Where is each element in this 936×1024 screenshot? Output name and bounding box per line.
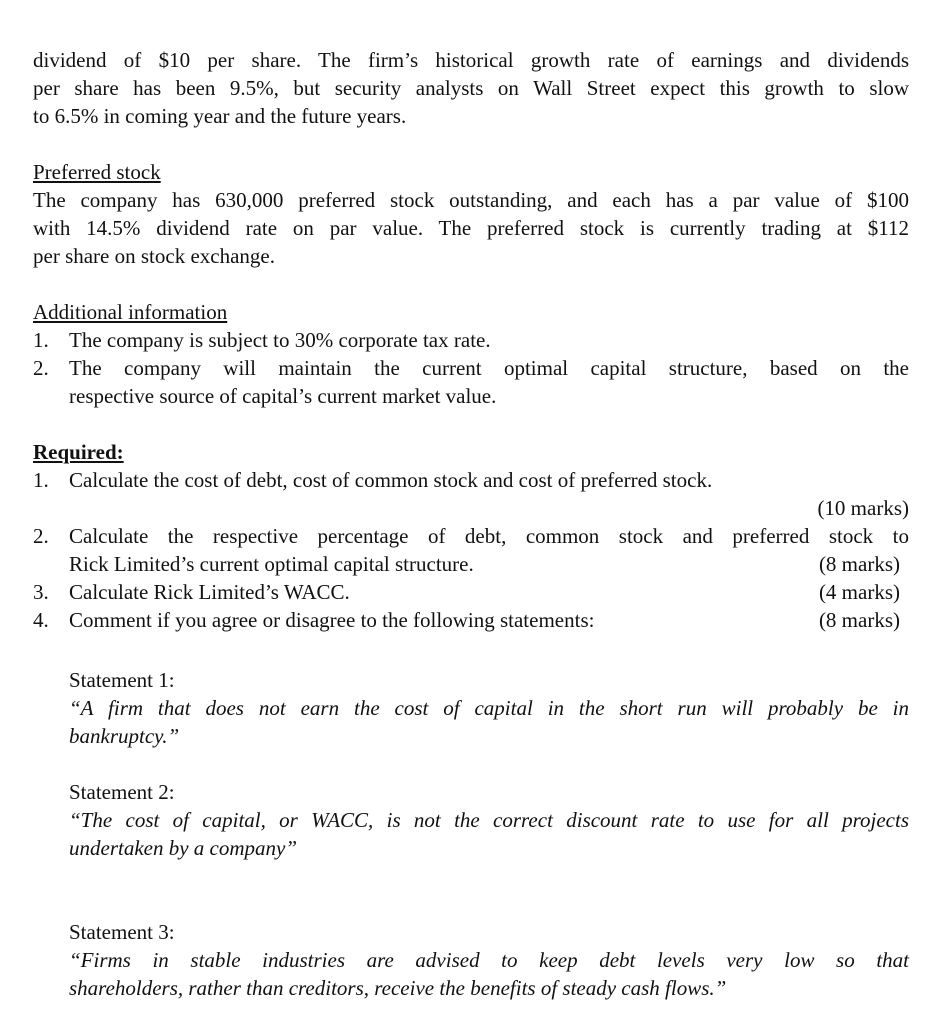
marks-label: (4 marks) [818,580,900,604]
item-number: 1. [33,328,49,352]
statement-3 [33,918,909,1002]
statement-quote: undertaken by a company” [69,836,298,860]
marks-label: (8 marks) [818,608,900,632]
additional-info-section [33,298,909,410]
statement-quote: shareholders, rather than creditors, receive the benefits of steady cash flows.” [69,976,727,1000]
preferred-line: with 14.5% dividend rate on par value. The preferred stock is currently trading at $112 [33,216,909,240]
required-section [33,438,909,634]
statement-2 [33,778,909,862]
document-page [33,46,909,1002]
required-item [33,578,909,606]
item-text: Rick Limited’s current optimal capital structure. [69,552,474,576]
preferred-line: The company has 630,000 preferred stock outstanding, and each has a par value of $100 [33,188,909,212]
statement-label: Statement 2: [69,780,175,804]
marks-label: (8 marks) [818,552,900,576]
list-item [33,354,909,410]
item-text: respective source of capital’s current market value. [69,384,497,408]
statement-label: Statement 3: [69,920,175,944]
statement-quote: “The cost of capital, or WACC, is not the correct discount rate to use for all projects [69,808,909,832]
item-number: 4. [33,608,49,632]
required-item [33,466,909,522]
item-text: The company is subject to 30% corporate tax rate. [69,328,491,352]
required-item [33,606,909,634]
preferred-stock-section [33,158,909,270]
item-text: Calculate the cost of debt, cost of common stock and cost of preferred stock. [69,468,713,492]
item-text: Comment if you agree or disagree to the following statements: [69,608,595,632]
intro-line: per share has been 9.5%, but security analysts on Wall Street expect this growth to slow [33,76,909,100]
intro-paragraph [33,46,909,130]
statement-quote: “A firm that does not earn the cost of capital in the short run will probably be in [69,696,909,720]
item-number: 3. [33,580,49,604]
intro-line: to 6.5% in coming year and the future years. [33,104,407,128]
item-number: 2. [33,356,49,380]
required-heading: Required: [33,440,124,464]
item-text: The company will maintain the current optimal capital structure, based on the [69,356,909,380]
statement-quote: bankruptcy.” [69,724,180,748]
statement-1 [33,666,909,750]
item-number: 2. [33,524,49,548]
list-item [33,326,909,354]
additional-info-heading: Additional information [33,300,228,324]
item-text: Calculate the respective percentage of debt, common stock and preferred stock to [69,524,909,548]
statement-label: Statement 1: [69,668,175,692]
preferred-stock-heading: Preferred stock [33,160,161,184]
preferred-line: per share on stock exchange. [33,244,275,268]
marks-label: (10 marks) [817,496,909,520]
statement-quote: “Firms in stable industries are advised to keep debt levels very low so that [69,948,909,972]
item-number: 1. [33,468,49,492]
intro-line: dividend of $10 per share. The firm’s historical growth rate of earnings and dividends [33,48,909,72]
item-text: Calculate Rick Limited’s WACC. [69,580,350,604]
required-item [33,522,909,578]
